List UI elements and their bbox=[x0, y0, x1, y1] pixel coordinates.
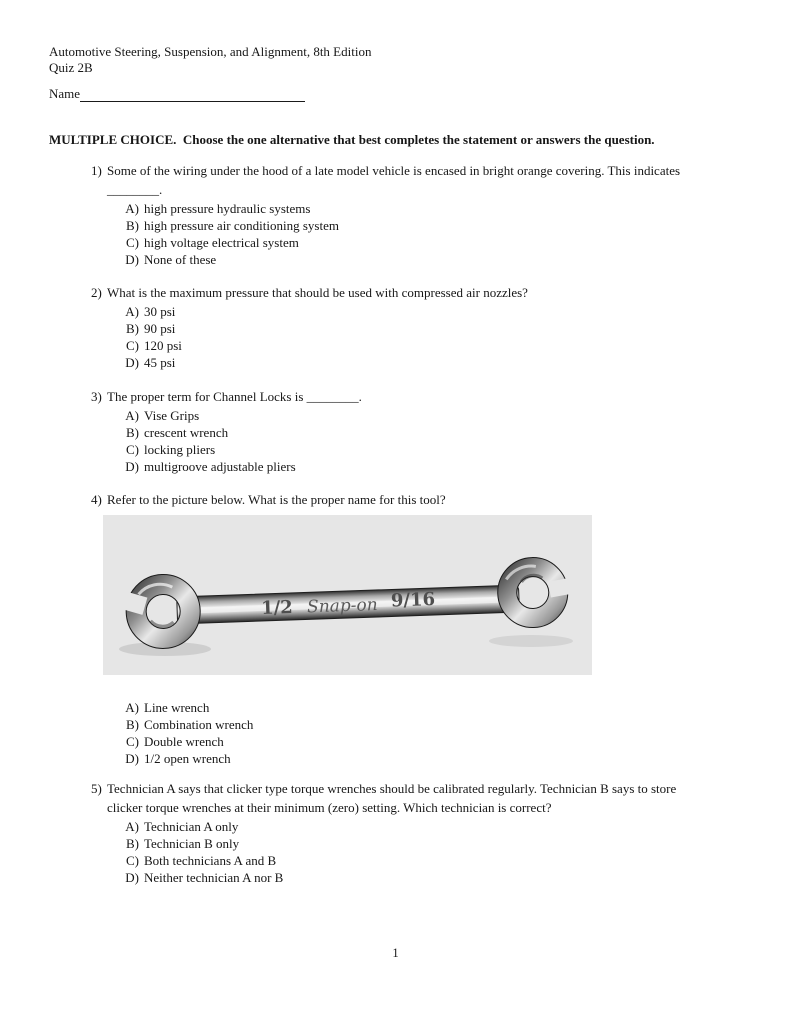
option-c: C) Double wrench bbox=[126, 734, 224, 749]
question-text: Some of the wiring under the hood of a late model vehicle is encased in bright orange covering. This indicates ________. bbox=[107, 163, 681, 197]
option-d: D) 1/2 open wrench bbox=[125, 751, 231, 766]
question-number: 3) bbox=[91, 389, 102, 404]
option-c: C) Both technicians A and B bbox=[126, 853, 277, 868]
question-number: 2) bbox=[91, 285, 102, 300]
option-c: C) high voltage electrical system bbox=[126, 235, 299, 250]
option-b: B) high pressure air conditioning system bbox=[126, 218, 339, 233]
wrench-size-marking-left: 1/2 bbox=[260, 596, 294, 620]
option-d: D) 45 psi bbox=[125, 355, 176, 370]
option-a: A) high pressure hydraulic systems bbox=[125, 201, 311, 216]
document-title: Automotive Steering, Suspension, and Alignment, 8th Edition bbox=[49, 44, 372, 59]
name-row bbox=[49, 85, 305, 102]
option-a: A) Technician A only bbox=[125, 819, 239, 834]
question-text: Refer to the picture below. What is the proper name for this tool? bbox=[107, 492, 446, 507]
question-2 bbox=[91, 283, 771, 371]
question-number: 4) bbox=[91, 492, 102, 507]
answer-options bbox=[124, 407, 771, 475]
option-a: A) 30 psi bbox=[125, 304, 176, 319]
option-b: B) crescent wrench bbox=[126, 425, 229, 440]
answer-options bbox=[124, 200, 771, 268]
wrench-size-marking-right: 9/16 bbox=[390, 588, 436, 612]
answer-options bbox=[124, 818, 771, 886]
line-wrench-graphic bbox=[103, 515, 592, 675]
instructions: MULTIPLE CHOICE. Choose the one alternative that best completes the statement or answers the question. bbox=[49, 132, 655, 147]
page-number: 1 bbox=[392, 946, 399, 960]
tool-photo bbox=[103, 515, 592, 675]
question-number: 5) bbox=[91, 781, 102, 796]
name-blank-line bbox=[80, 87, 305, 102]
question-text: The proper term for Channel Locks is ________. bbox=[107, 389, 362, 404]
answer-options bbox=[124, 303, 771, 371]
option-b: B) Combination wrench bbox=[126, 717, 254, 732]
question-4 bbox=[91, 490, 771, 767]
option-c: C) 120 psi bbox=[126, 338, 182, 353]
document-header bbox=[49, 44, 371, 76]
question-5 bbox=[91, 779, 771, 886]
option-a: A) Vise Grips bbox=[125, 408, 200, 423]
question-3 bbox=[91, 387, 771, 475]
question-number: 1) bbox=[91, 163, 102, 178]
wrench-brand-marking: Snap-on bbox=[306, 594, 378, 618]
answer-options bbox=[124, 699, 771, 767]
option-b: B) 90 psi bbox=[126, 321, 176, 336]
option-d: D) None of these bbox=[125, 252, 217, 267]
option-c: C) locking pliers bbox=[126, 442, 216, 457]
option-d: D) multigroove adjustable pliers bbox=[125, 459, 296, 474]
name-label: Name bbox=[49, 86, 81, 101]
question-text: Technician A says that clicker type torque wrenches should be calibrated regularly. Technician B says to store clicker torque wrenches at their minimum (zero) setting. Which technician is correct? bbox=[107, 781, 677, 815]
quiz-subtitle: Quiz 2B bbox=[49, 60, 93, 75]
option-b: B) Technician B only bbox=[126, 836, 240, 851]
question-text: What is the maximum pressure that should be used with compressed air nozzles? bbox=[107, 285, 528, 300]
option-d: D) Neither technician A nor B bbox=[125, 870, 284, 885]
question-1 bbox=[91, 161, 771, 268]
option-a: A) Line wrench bbox=[125, 700, 210, 715]
